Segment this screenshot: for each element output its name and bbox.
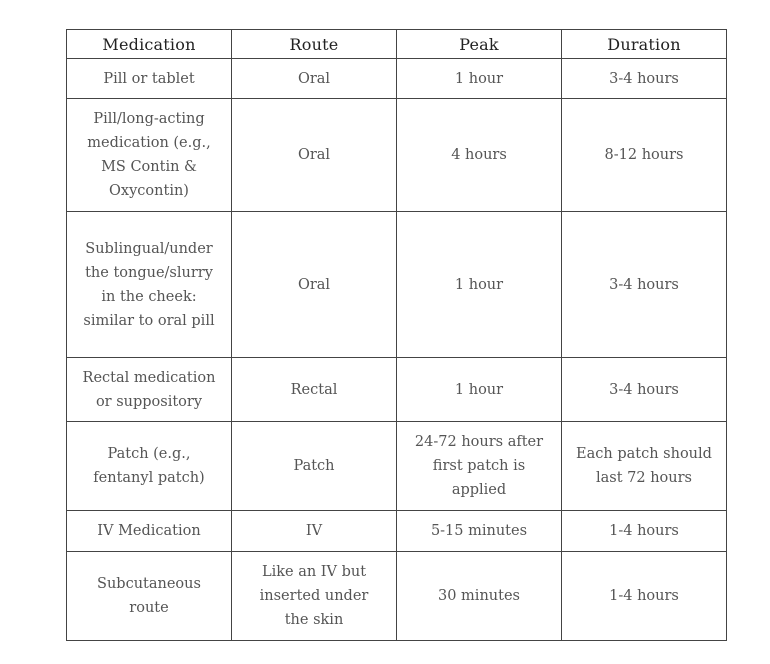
cell-route: Like an IV but inserted under the skin xyxy=(232,552,397,641)
cell-route: Oral xyxy=(232,99,397,212)
cell-peak: 1 hour xyxy=(397,59,562,99)
cell-duration: 3-4 hours xyxy=(562,358,727,422)
cell-duration: 3-4 hours xyxy=(562,212,727,358)
cell-route: Oral xyxy=(232,212,397,358)
cell-duration: 3-4 hours xyxy=(562,59,727,99)
cell-medication: IV Medication xyxy=(67,511,232,552)
table-row xyxy=(67,59,727,99)
medication-table xyxy=(66,29,727,641)
cell-route: IV xyxy=(232,511,397,552)
cell-duration: Each patch should last 72 hours xyxy=(562,422,727,511)
header-route: Route xyxy=(232,30,397,59)
cell-peak: 4 hours xyxy=(397,99,562,212)
cell-peak: 1 hour xyxy=(397,212,562,358)
header-row xyxy=(67,30,727,59)
cell-route: Oral xyxy=(232,59,397,99)
table-row xyxy=(67,99,727,212)
cell-peak: 1 hour xyxy=(397,358,562,422)
cell-duration: 1-4 hours xyxy=(562,511,727,552)
cell-peak: 5-15 minutes xyxy=(397,511,562,552)
cell-route: Patch xyxy=(232,422,397,511)
header-peak: Peak xyxy=(397,30,562,59)
cell-medication: Pill/long-acting medication (e.g., MS Contin & Oxycontin) xyxy=(67,99,232,212)
cell-duration: 1-4 hours xyxy=(562,552,727,641)
cell-medication: Rectal medication or suppository xyxy=(67,358,232,422)
cell-medication: Subcutaneous route xyxy=(67,552,232,641)
header-medication: Medication xyxy=(67,30,232,59)
cell-peak: 30 minutes xyxy=(397,552,562,641)
cell-peak: 24-72 hours after first patch is applied xyxy=(397,422,562,511)
table-row xyxy=(67,422,727,511)
cell-medication: Sublingual/under the tongue/slurry in the cheek: similar to oral pill xyxy=(67,212,232,358)
cell-medication: Patch (e.g., fentanyl patch) xyxy=(67,422,232,511)
table-row xyxy=(67,212,727,358)
table-row xyxy=(67,511,727,552)
header-duration: Duration xyxy=(562,30,727,59)
table-row xyxy=(67,358,727,422)
table-row xyxy=(67,552,727,641)
cell-duration: 8-12 hours xyxy=(562,99,727,212)
cell-route: Rectal xyxy=(232,358,397,422)
cell-medication: Pill or tablet xyxy=(67,59,232,99)
